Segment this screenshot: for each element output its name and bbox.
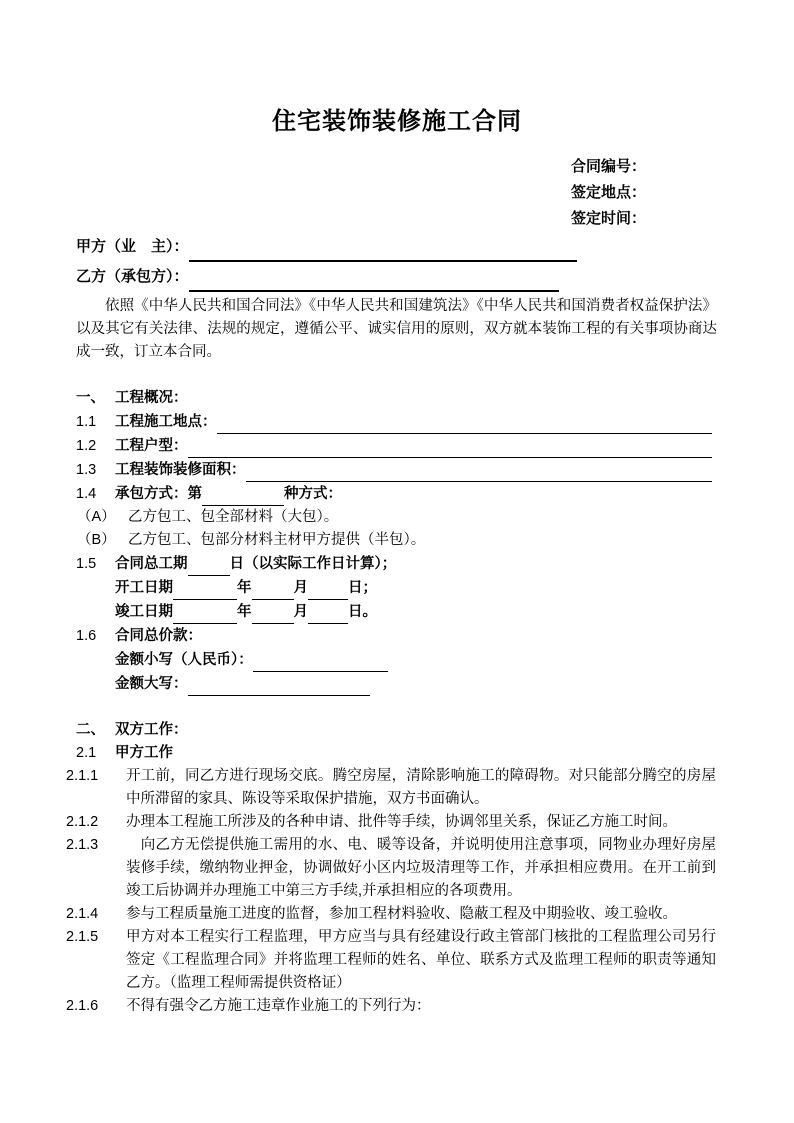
clause-number: 2.1.6 xyxy=(66,998,99,1014)
contract-number-label: 合同编号： xyxy=(571,158,647,175)
clause-text: 乙方包工、包全部材料（大包）。 xyxy=(128,509,339,525)
clause-number: 2.1 xyxy=(76,745,97,761)
clause-text: 甲方工作 xyxy=(115,745,173,761)
clause-text: 月 xyxy=(293,604,308,620)
clause-text: 开工日期 xyxy=(115,580,173,596)
clause-number: 2.1.3 xyxy=(66,837,99,853)
fill-in-blank xyxy=(252,607,294,624)
party-b-label: 乙方（承包方）： xyxy=(76,268,189,285)
clause-2.1.1 xyxy=(0,765,794,811)
clause-text: 参与工程质量施工进度的监督，参加工程材料验收、隐蔽工程及中期验收、竣工验收。 xyxy=(126,906,677,922)
fill-in-blank xyxy=(188,679,370,696)
sections xyxy=(0,386,794,1018)
clause-text: 乙方包工、包部分材料主材甲方提供（半包）。 xyxy=(128,532,426,548)
clause-number: 1.5 xyxy=(76,556,97,572)
clause-text: 日； xyxy=(348,580,377,596)
party-b-line xyxy=(76,262,716,292)
clause-（B） xyxy=(0,529,794,552)
section-heading xyxy=(0,718,794,742)
clause-text: 工程装饰装修面积： xyxy=(115,462,246,478)
party-a-line xyxy=(76,232,716,262)
preamble-paragraph: 依照《中华人民共和国合同法》《中华人民共和国建筑法》《中华人民共和国消费者权益保护法》以及其它有关法律、法规的规定，遵循公平、诚实信用的原则，双方就本装饰工程的有关事项协商达成一致，订立本合同。 xyxy=(76,298,717,360)
clause-text: 甲方对本工程实行工程监理，甲方应当与具有经建设行政主管部门核批的工程监理公司另行签定《工程监理合同》并将监理工程师的姓名、单位、联系方式及监理工程师的职责等通知乙方。（监理工程师需提供资格证） xyxy=(126,929,716,991)
fill-in-blank xyxy=(246,465,712,482)
clause-number: 1.3 xyxy=(76,462,97,478)
clause-number: 1.4 xyxy=(76,486,97,502)
clause-text: 金额小写（人民币）： xyxy=(115,652,253,668)
contract-meta-block xyxy=(571,154,794,232)
clause-text: 工程施工地点： xyxy=(115,414,217,430)
clause-text: 月 xyxy=(293,580,308,596)
clause-number: 1.1 xyxy=(76,414,97,430)
section-heading xyxy=(0,386,794,410)
clause-text: 日。 xyxy=(348,604,377,620)
clause-text: 合同总工期 xyxy=(115,556,188,572)
clause-1.1 xyxy=(0,410,794,434)
fill-in-blank xyxy=(217,417,712,434)
fill-in-blank xyxy=(308,607,348,624)
fill-in-blank xyxy=(308,583,348,600)
clause-1.6 xyxy=(0,624,794,648)
clause-number: 2.1.2 xyxy=(66,814,99,830)
clause-text: 办理本工程施工所涉及的各种申请、批件等手续，协调邻里关系，保证乙方施工时间。 xyxy=(126,814,677,830)
clause-number: （B） xyxy=(77,532,116,548)
fill-in-blank xyxy=(202,489,284,506)
clause-text: 工程户型： xyxy=(115,438,188,454)
clause-（A） xyxy=(0,506,794,529)
section-title: 工程概况： xyxy=(115,390,188,406)
clause-continuation-line xyxy=(0,600,794,624)
clause-text: 不得有强令乙方施工违章作业施工的下列行为： xyxy=(126,998,431,1014)
party-a-fill-in-blank xyxy=(189,244,577,262)
section-2 xyxy=(0,718,794,1018)
clause-text: 种方式： xyxy=(284,486,342,502)
clause-number: 2.1.5 xyxy=(66,929,99,945)
sign-place-label: 签定地点： xyxy=(571,184,647,201)
clause-text: 日（以实际工作日计算）； xyxy=(229,556,397,572)
fill-in-blank xyxy=(252,583,294,600)
clause-text: 年 xyxy=(237,604,252,620)
clause-1.5 xyxy=(0,552,794,576)
clause-1.2 xyxy=(0,434,794,458)
party-b-fill-in-blank xyxy=(189,274,559,292)
clause-2.1.5 xyxy=(0,926,794,995)
clause-continuation-line xyxy=(0,672,794,696)
fill-in-blank xyxy=(188,559,230,576)
fill-in-blank xyxy=(253,655,388,672)
clause-number: 1.6 xyxy=(76,628,97,644)
clause-2.1.2 xyxy=(0,811,794,834)
clause-text: 承包方式：第 xyxy=(115,486,202,502)
party-a-label: 甲方（业 主）： xyxy=(76,238,189,255)
clause-2.1.3 xyxy=(0,834,794,903)
fill-in-blank xyxy=(188,441,712,458)
section-number: 一、 xyxy=(76,390,105,406)
clause-number: （A） xyxy=(77,509,116,525)
clause-number: 1.2 xyxy=(76,438,97,454)
clause-text: 竣工日期 xyxy=(115,604,173,620)
section-number: 二、 xyxy=(76,722,105,738)
clause-2.1.6 xyxy=(0,995,794,1018)
clause-text: 金额大写： xyxy=(115,676,188,692)
clause-text: 年 xyxy=(237,580,252,596)
fill-in-blank xyxy=(173,583,237,600)
clause-continuation-line xyxy=(0,648,794,672)
clause-text: 合同总价款： xyxy=(115,628,202,644)
clause-2.1 xyxy=(0,742,794,765)
clause-text: 开工前，同乙方进行现场交底。腾空房屋，清除影响施工的障碍物。对只能部分腾空的房屋中所滞留的家具、陈设等采取保护措施，双方书面确认。 xyxy=(126,768,716,807)
clause-text: 向乙方无偿提供施工需用的水、电、暖等设备，并说明使用注意事项，同物业办理好房屋装修手续，缴纳物业押金，协调做好小区内垃圾清理等工作，并承担相应费用。在开工前到竣工后协调并办理施工中第三方手续,并承担相应的各项费用。 xyxy=(126,837,716,899)
document-title: 住宅装饰装修施工合同 xyxy=(272,108,522,135)
section-title: 双方工作： xyxy=(115,722,188,738)
clause-number: 2.1.1 xyxy=(66,768,99,784)
clause-number: 2.1.4 xyxy=(66,906,99,922)
fill-in-blank xyxy=(173,607,237,624)
clause-1.3 xyxy=(0,458,794,482)
section-1 xyxy=(0,386,794,696)
sign-time-label: 签定时间： xyxy=(571,210,647,227)
clause-2.1.4 xyxy=(0,903,794,926)
clause-continuation-line xyxy=(0,576,794,600)
clause-1.4 xyxy=(0,482,794,506)
